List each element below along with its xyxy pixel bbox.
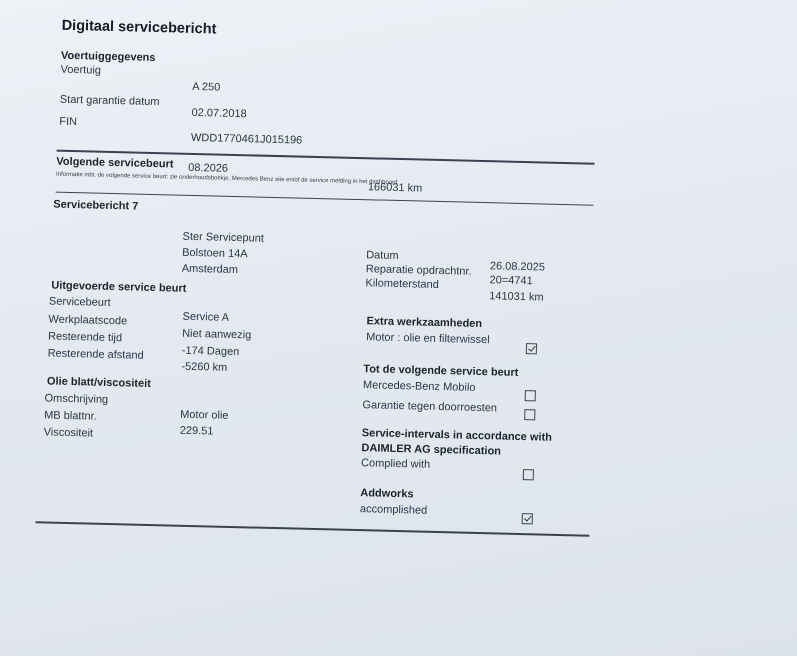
until-next-heading: Tot de volgende service beurt — [363, 363, 519, 379]
service-report-heading: Servicebericht 7 — [53, 198, 139, 213]
performed-heading: Uitgevoerde service beurt — [51, 279, 187, 295]
performed-label: Resterende tijd — [47, 330, 123, 345]
oil-heading: Olie blatt/viscositeit — [46, 375, 152, 390]
datum-value: 26.08.2025 — [489, 260, 546, 274]
km-label: Kilometerstand — [365, 277, 439, 291]
addworks-item: accomplished — [359, 503, 428, 517]
warranty-value: 02.07.2018 — [191, 106, 247, 121]
performed-value: -174 Dagen — [181, 344, 240, 359]
oil-label: MB blattnr. — [44, 409, 97, 423]
dealer-name: Ster Servicepunt — [182, 230, 265, 245]
intervals-heading-line2: DAIMLER AG specification — [361, 442, 502, 458]
intervals-heading-line1: Service-intervals in accordance with — [361, 427, 553, 444]
dealer-city: Amsterdam — [181, 262, 239, 277]
until-next-item: Mercedes-Benz Mobilo — [362, 379, 476, 394]
performed-label: Resterende afstand — [47, 347, 144, 362]
addworks-heading: Addworks — [360, 487, 414, 501]
rust-warranty-checkbox[interactable] — [524, 409, 535, 420]
complied-checkbox[interactable] — [523, 469, 534, 480]
next-service-km: 166031 km — [367, 181, 423, 195]
mobilo-checkbox[interactable] — [525, 390, 536, 401]
until-next-item: Garantie tegen doorroesten — [362, 399, 498, 415]
next-service-heading: Volgende servicebeurt — [56, 155, 174, 171]
oil-label: Omschrijving — [44, 392, 109, 406]
km-value: 141031 km — [489, 290, 544, 304]
order-value: 20=4741 — [489, 274, 533, 288]
extra-heading: Extra werkzaamheden — [366, 315, 483, 331]
addworks-checkbox[interactable] — [522, 513, 533, 524]
vehicle-section-heading: Voertuiggegevens — [60, 49, 156, 64]
dealer-street: Bolstoen 14A — [182, 246, 248, 261]
oil-label: Viscositeit — [43, 426, 94, 440]
order-label: Reparatie opdrachtnr. — [365, 263, 472, 278]
fin-label: FIN — [59, 115, 78, 129]
extra-item-checkbox[interactable] — [526, 343, 537, 354]
next-service-date: 08.2026 — [188, 161, 229, 175]
datum-label: Datum — [366, 249, 399, 262]
warranty-label: Start garantie datum — [59, 93, 160, 109]
intervals-item: Complied with — [360, 457, 431, 471]
document-title: Digitaal servicebericht — [61, 17, 217, 38]
next-service-info: Informatie mbt. de volgende service beurt: zie onderhoudsboekje, Mercedes Benz site en/of de service melding in het dashboard — [55, 171, 398, 186]
vehicle-label: Voertuig — [60, 63, 102, 77]
extra-item: Motor : olie en filterwissel — [366, 331, 490, 347]
divider — [36, 521, 590, 536]
performed-label: Servicebeurt — [48, 295, 111, 309]
performed-label: Werkplaatscode — [48, 313, 128, 328]
performed-value: -5260 km — [181, 360, 228, 374]
fin-value: WDD1770461J015196 — [190, 131, 303, 147]
oil-value: 229.51 — [179, 424, 214, 438]
performed-value: Niet aanwezig — [182, 327, 252, 342]
oil-value: Motor olie — [180, 408, 229, 422]
vehicle-value: A 250 — [192, 80, 221, 94]
performed-value: Service A — [182, 310, 230, 324]
